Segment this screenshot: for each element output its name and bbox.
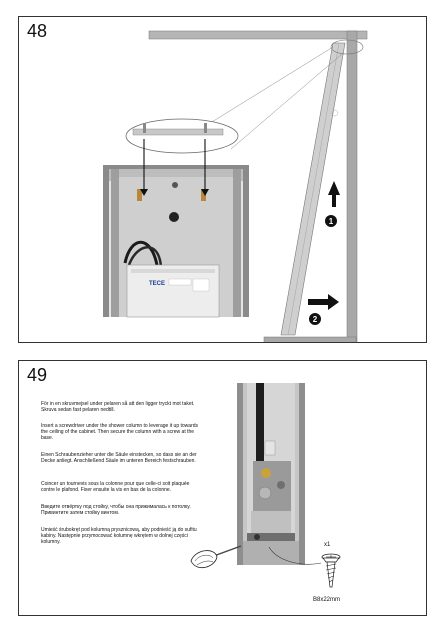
step-48-panel <box>18 16 427 343</box>
marker-1-label: 1 <box>328 217 334 226</box>
instruction-russian: Введите отвёртку под стойку, чтобы она прижималась к потолку. Привинтите затем стойку винтом. <box>41 504 191 516</box>
cabinet-wall <box>347 31 357 343</box>
instruction-german: Einen Schraubenzieher unter die Säule einstecken, so dass sie an der Decke anliegt. Anschließend Säule im unteren Bereich festschrauben. <box>41 452 197 464</box>
screw-size-label: B8x22mm <box>313 597 341 603</box>
instruction-english: Insert a screwdriver under the shower column to leverage it up towards the ceiling of the cabinet. Then secure the column with a screw at the base. <box>41 423 199 441</box>
photo-cabinet-top <box>103 165 249 317</box>
step-number: 49 <box>27 365 48 385</box>
cabinet-ceiling <box>149 31 367 39</box>
marker-2-label: 2 <box>312 315 318 324</box>
brand-label: TECE <box>149 281 166 287</box>
zoom-circle-bolts <box>126 119 238 153</box>
arrow-right-icon <box>308 294 339 310</box>
screw-icon <box>322 554 340 587</box>
quantity-label: x1 <box>324 542 331 548</box>
instruction-swedish: För in en skruvmejsel under pelaren så att den ligger tryckt mot taket. Skruva sedan fast pelaren nedtill. <box>41 401 195 413</box>
instruction-french: Coincer un tournevis sous la colonne pour que celle-ci soit plaquée contre le plafond. Fixer ensuite la vis en bas de la colonne. <box>41 481 190 493</box>
photo-column-base <box>237 383 305 565</box>
step-number: 48 <box>27 21 48 41</box>
screwdriver-icon <box>191 546 241 568</box>
arrow-up-icon <box>328 181 340 207</box>
step-49-panel <box>18 360 427 616</box>
instruction-polish: Umieść śrubokręt pod kolumną prysznicową, aby podnieść ją do sufitu kabiny. Następnie przymocować kolumnę wkrętem w dolnej części kolumny. <box>41 527 197 545</box>
step-49-illustration <box>19 361 427 616</box>
cabinet-floor <box>264 337 356 343</box>
step-48-illustration <box>19 17 427 343</box>
